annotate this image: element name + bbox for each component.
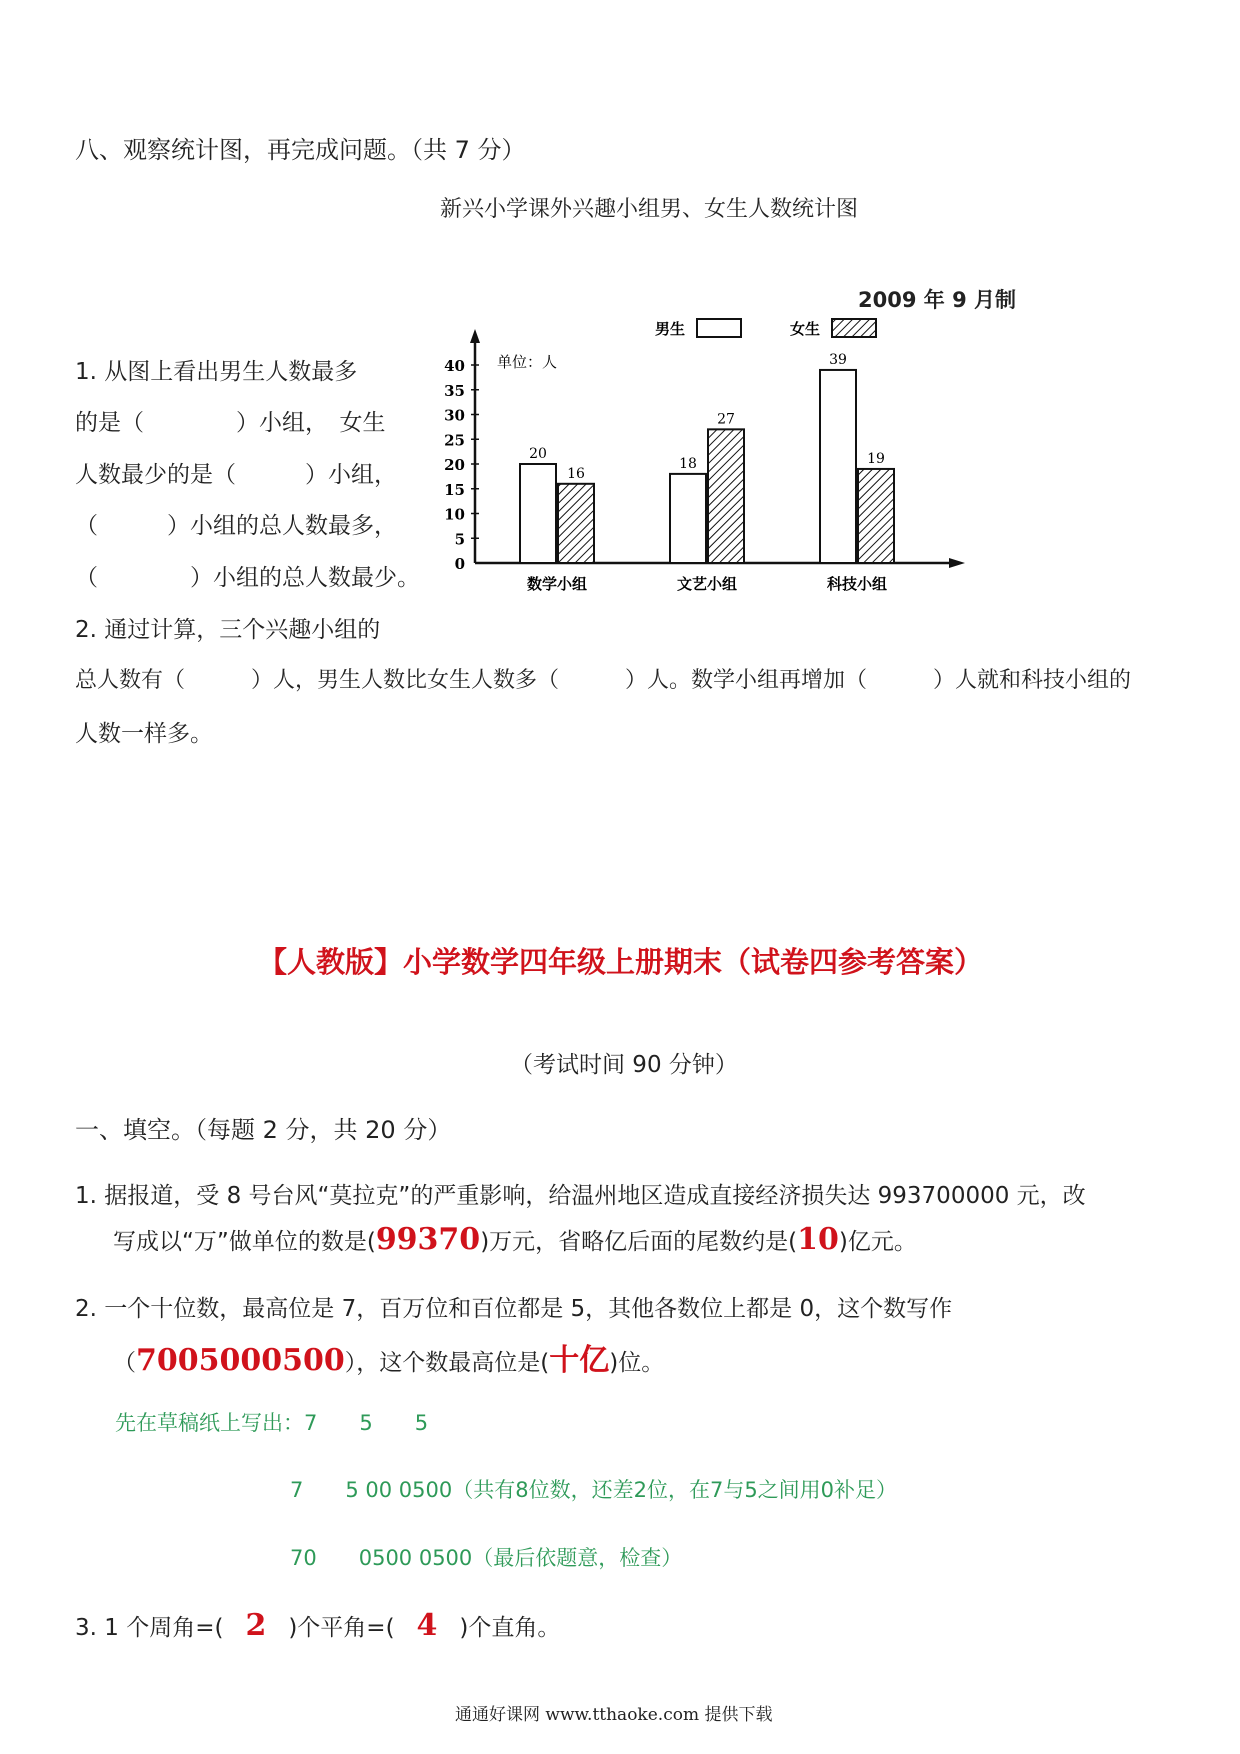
work-line-2: 7 5 00 0500（共有8位数，还差2位，在7与5之间用0补足）: [290, 1478, 898, 1502]
legend-label: 女生: [790, 320, 821, 338]
bar-chart: [425, 305, 985, 595]
bar-value-label: 18: [679, 455, 697, 472]
q1-line-4: （ ）小组的总人数最多，: [75, 513, 397, 539]
bar-value-label: 20: [529, 446, 547, 462]
bar-value-label: 19: [867, 450, 885, 467]
fill-q1-mid: )万元，省略亿后面的尾数约是(: [480, 1229, 798, 1255]
bar-value-label: 39: [829, 351, 847, 368]
fill-q3-answer-1: 2: [245, 1608, 267, 1643]
bar-boys: [670, 474, 706, 563]
fill-q2-pre: （: [113, 1350, 136, 1376]
x-axis-arrow: [949, 558, 965, 568]
q2-line-2: 总人数有（ ）人，男生人数比女生人数多（ ）人。数学小组再增加（ ）人就和科技小组的: [75, 668, 1132, 693]
y-tick-label: 0: [454, 555, 465, 573]
q2-line-1: 2. 通过计算，三个兴趣小组的: [75, 617, 381, 643]
category-label: 文艺小组: [676, 575, 738, 593]
answer-title: 【人教版】小学数学四年级上册期末（试卷四参考答案）: [258, 945, 984, 979]
fill-q2-answer-2: 十亿: [549, 1343, 610, 1378]
fill-q1-line-2: [113, 1222, 917, 1257]
fill-q3-mid: )个平角=(: [288, 1615, 395, 1641]
y-tick-label: 40: [444, 357, 465, 375]
section-8-heading: 八、观察统计图，再完成问题。（共 7 分）: [75, 136, 526, 164]
legend-swatch-boys: [697, 319, 741, 337]
y-tick-label: 30: [444, 406, 465, 425]
y-tick-label: 5: [454, 530, 465, 549]
legend-label: 男生: [655, 320, 686, 338]
fill-q2-mid: ），这个数最高位是(: [344, 1350, 550, 1376]
fill-q2-line-1: 2. 一个十位数，最高位是 7，百万位和百位都是 5，其他各数位上都是 0，这个数写作: [75, 1296, 953, 1322]
fill-q2-line-2: [113, 1335, 664, 1379]
fill-q3-post: )个直角。: [459, 1615, 561, 1641]
y-tick-label: 35: [444, 381, 465, 400]
bar-value-label: 27: [717, 411, 735, 428]
bar-girls: [558, 484, 594, 563]
y-tick-label: 20: [444, 456, 465, 474]
y-axis-arrow: [470, 329, 480, 343]
fill-q1-answer-1: 99370: [375, 1222, 481, 1257]
category-label: 数学小组: [526, 575, 588, 593]
q1-line-1: 1. 从图上看出男生人数最多: [75, 359, 358, 385]
footer: 通通好课网 www.tthaoke.com 提供下载: [455, 1705, 773, 1725]
exam-time: （考试时间 90 分钟）: [510, 1052, 738, 1078]
chart-title: 新兴小学课外兴趣小组男、女生人数统计图: [440, 197, 859, 222]
bar-girls: [858, 469, 894, 563]
work-line-1: 先在草稿纸上写出：7 5 5: [115, 1411, 429, 1435]
fill-q3-answer-2: 4: [416, 1608, 438, 1643]
work-line-3: 70 0500 0500（最后依题意，检查）: [290, 1546, 683, 1570]
fill-q3-pre: 3. 1 个周角=(: [75, 1615, 224, 1641]
q2-line-3: 人数一样多。: [75, 721, 213, 747]
fill-q1-line-1: 1. 据报道，受 8 号台风“莫拉克”的严重影响，给温州地区造成直接经济损失达 993700000 元，改: [75, 1183, 1086, 1209]
section-1-heading: 一、填空。（每题 2 分，共 20 分）: [75, 1116, 452, 1144]
fill-q1-pre: 写成以“万”做单位的数是(: [113, 1229, 376, 1255]
category-label: 科技小组: [826, 575, 888, 593]
fill-q2-post: )位。: [609, 1350, 665, 1376]
bar-girls: [708, 429, 744, 563]
y-tick-label: 15: [444, 480, 465, 499]
fill-q1-answer-2: 10: [797, 1222, 839, 1257]
chart-date: 2009 年 9 月制: [858, 288, 1016, 312]
legend-swatch-girls: [832, 319, 876, 337]
bar-boys: [820, 370, 856, 563]
bar-boys: [520, 464, 556, 563]
y-tick-label: 25: [444, 431, 465, 450]
bar-value-label: 16: [567, 465, 585, 482]
y-tick-label: 10: [444, 505, 465, 524]
fill-q3: [75, 1608, 560, 1643]
unit-label: 单位：人: [497, 353, 558, 371]
fill-q2-answer-1: 7005000500: [136, 1343, 345, 1378]
fill-q1-post: )亿元。: [838, 1229, 917, 1255]
q1-line-2: 的是（ ）小组， 女生: [75, 410, 386, 436]
q1-line-5: （ ）小组的总人数最少。: [75, 565, 420, 591]
q1-line-3: 人数最少的是（ ）小组，: [75, 462, 397, 488]
